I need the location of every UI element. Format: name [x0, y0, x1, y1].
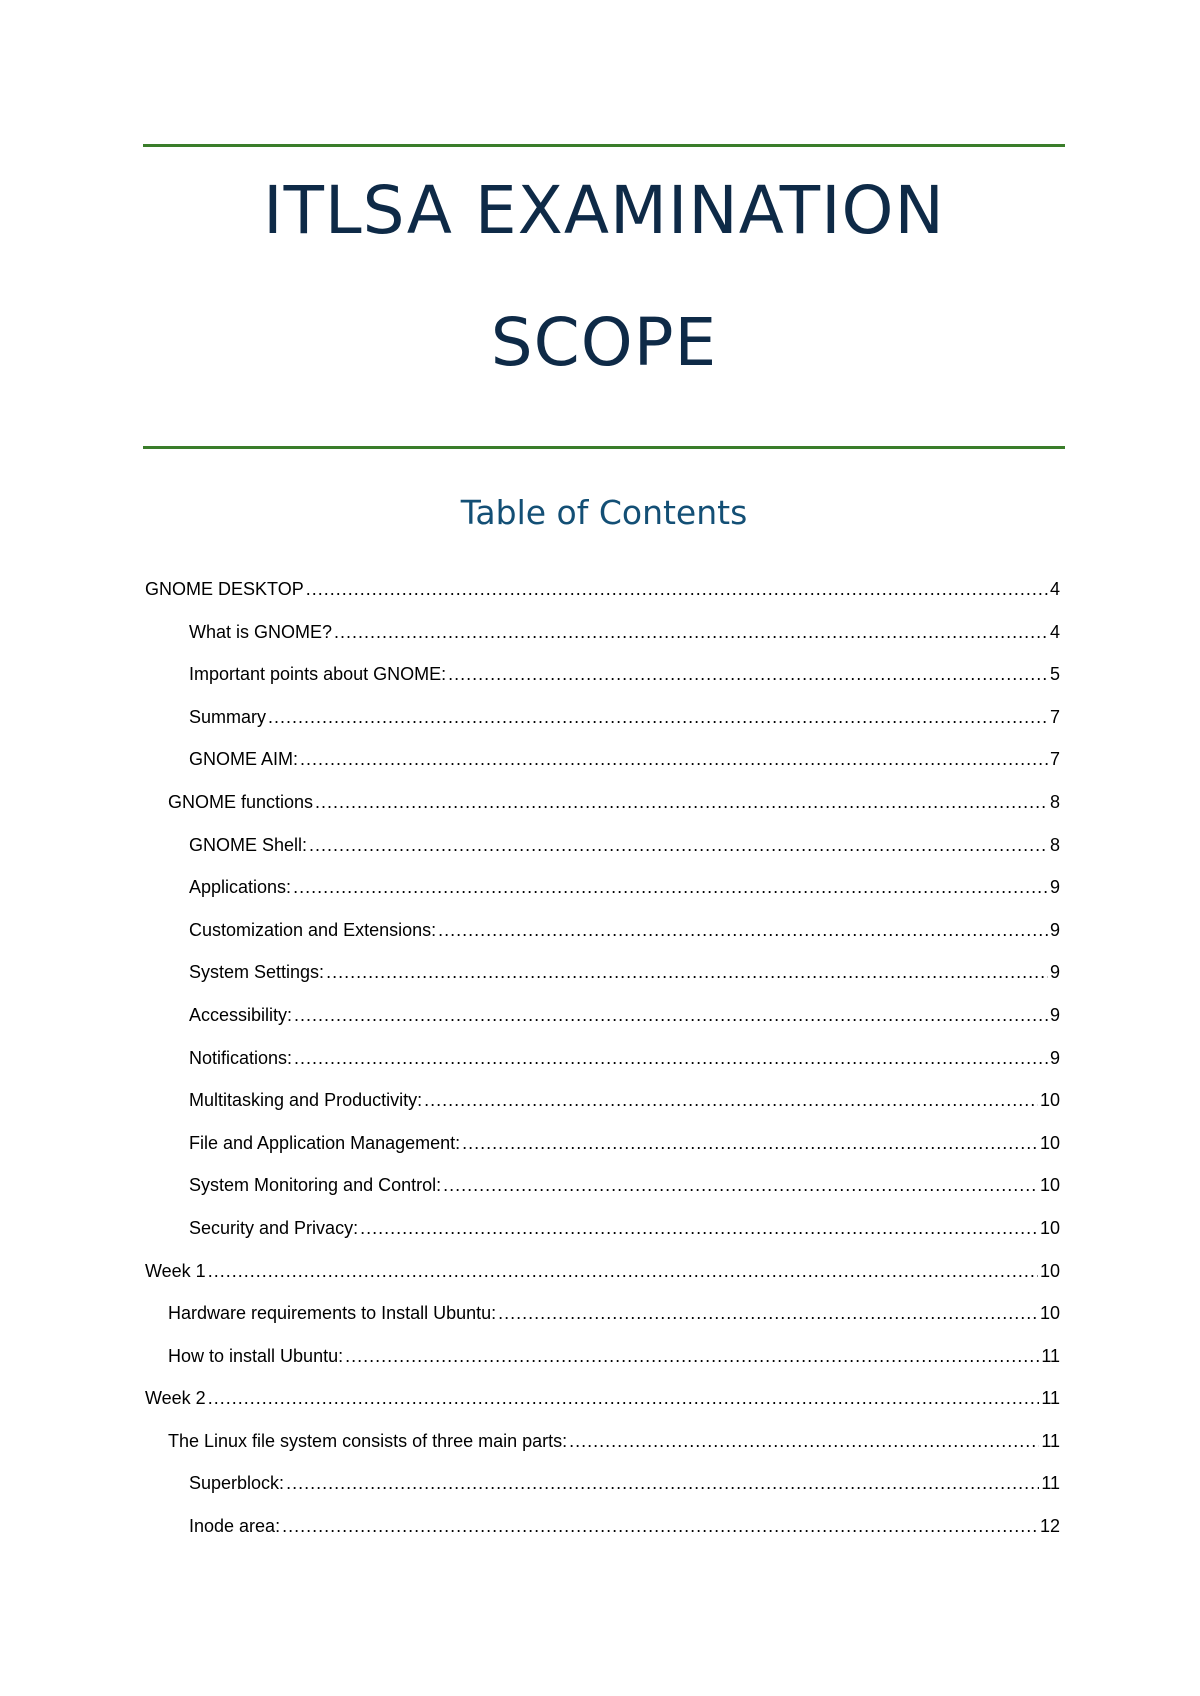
toc-dot-leader [294, 1037, 1048, 1080]
toc-entry[interactable] [145, 1164, 1060, 1207]
toc-entry-title: Week 2 [145, 1388, 206, 1409]
toc-entry[interactable] [145, 696, 1060, 739]
toc-dot-leader [309, 824, 1048, 867]
toc-dot-leader [360, 1207, 1038, 1250]
toc-dot-leader [293, 866, 1048, 909]
toc-entry-title: Accessibility: [189, 1004, 293, 1025]
toc-dot-leader [326, 951, 1048, 994]
toc-entry-page-number: 5 [1049, 664, 1060, 685]
toc-entry[interactable] [145, 1250, 1060, 1293]
toc-entry[interactable] [145, 738, 1060, 781]
toc-dot-leader [306, 568, 1048, 611]
toc-heading: Table of Contents [460, 493, 748, 532]
title-top-rule [143, 144, 1065, 147]
toc-dot-leader [569, 1420, 1039, 1463]
toc-entry[interactable] [145, 994, 1060, 1037]
toc-entry-page-number: 11 [1041, 1473, 1060, 1494]
toc-entry-title: Multitasking and Productivity: [189, 1090, 423, 1111]
toc-entry[interactable] [145, 1079, 1060, 1122]
toc-entry-page-number: 8 [1049, 834, 1060, 855]
toc-entry-title: Hardware requirements to Install Ubuntu: [168, 1303, 497, 1324]
toc-dot-leader [286, 1462, 1039, 1505]
toc-entry-title: Applications: [189, 877, 292, 898]
toc-dot-leader [300, 738, 1048, 781]
toc-dot-leader [448, 653, 1048, 696]
toc-entry-title: System Monitoring and Control: [189, 1175, 442, 1196]
toc-entry-title: Inode area: [189, 1516, 281, 1537]
toc-entry[interactable] [145, 824, 1060, 867]
toc-entry-page-number: 11 [1041, 1430, 1060, 1451]
toc-entry-page-number: 4 [1049, 621, 1060, 642]
toc-entry-page-number: 10 [1039, 1303, 1060, 1324]
toc-dot-leader [294, 994, 1048, 1037]
document-title-line-1: ITLSA EXAMINATION [263, 172, 945, 249]
toc-entry-title: Important points about GNOME: [189, 664, 447, 685]
toc-entry-title: GNOME AIM: [189, 749, 299, 770]
toc-entry[interactable] [145, 1420, 1060, 1463]
toc-entry-title: Week 1 [145, 1260, 206, 1281]
toc-entry[interactable] [145, 653, 1060, 696]
toc-entry-page-number: 11 [1041, 1388, 1060, 1409]
toc-entry-page-number: 9 [1049, 1004, 1060, 1025]
toc-dot-leader [315, 781, 1048, 824]
toc-entry-title: Customization and Extensions: [189, 919, 437, 940]
toc-entry-page-number: 7 [1049, 706, 1060, 727]
toc-entry[interactable] [145, 1037, 1060, 1080]
toc-dot-leader [438, 909, 1048, 952]
toc-entry-page-number: 9 [1049, 919, 1060, 940]
toc-dot-leader [334, 611, 1048, 654]
toc-entry[interactable] [145, 568, 1060, 611]
toc-entry-page-number: 7 [1049, 749, 1060, 770]
toc-dot-leader [268, 696, 1048, 739]
toc-entry-page-number: 4 [1049, 579, 1060, 599]
toc-entry-title: System Settings: [189, 962, 325, 983]
toc-entry[interactable] [145, 611, 1060, 654]
toc-entry-page-number: 10 [1039, 1090, 1060, 1111]
toc-dot-leader [443, 1164, 1038, 1207]
toc-entry-page-number: 10 [1039, 1217, 1060, 1238]
toc-entry-page-number: 11 [1041, 1345, 1060, 1366]
toc-entry-page-number: 12 [1039, 1516, 1060, 1537]
toc-entry[interactable] [145, 866, 1060, 909]
toc-dot-leader [462, 1122, 1038, 1165]
toc-entry[interactable] [145, 1505, 1060, 1548]
toc-entry-page-number: 9 [1049, 877, 1060, 898]
toc-entry[interactable] [145, 1377, 1060, 1420]
toc-entry-title: GNOME DESKTOP [145, 579, 304, 599]
toc-entry-page-number: 9 [1049, 1047, 1060, 1068]
title-bottom-rule [143, 446, 1065, 449]
toc-entry-title: Summary [189, 706, 267, 727]
toc-entry[interactable] [145, 781, 1060, 824]
document-title-line-2: SCOPE [490, 304, 718, 381]
toc-dot-leader [282, 1505, 1038, 1548]
toc-entry-title: GNOME Shell: [189, 834, 308, 855]
toc-entry-title: Superblock: [189, 1473, 285, 1494]
toc-entry-title: GNOME functions [168, 791, 314, 812]
toc-entry-title: The Linux file system consists of three main parts: [168, 1430, 568, 1451]
toc-dot-leader [208, 1377, 1040, 1420]
toc-dot-leader [208, 1250, 1038, 1293]
toc-entry-title: File and Application Management: [189, 1132, 461, 1153]
toc-entry[interactable] [145, 909, 1060, 952]
toc-entry-title: Security and Privacy: [189, 1217, 359, 1238]
toc-entry-page-number: 10 [1039, 1260, 1060, 1281]
toc-entry[interactable] [145, 1207, 1060, 1250]
toc-dot-leader [498, 1292, 1038, 1335]
toc-entry-title: What is GNOME? [189, 621, 333, 642]
toc-entry-page-number: 8 [1049, 791, 1060, 812]
toc-entry[interactable] [145, 951, 1060, 994]
toc-entry[interactable] [145, 1292, 1060, 1335]
toc-entry-title: How to install Ubuntu: [168, 1345, 344, 1366]
toc-entry-page-number: 9 [1049, 962, 1060, 983]
toc-entry[interactable] [145, 1122, 1060, 1165]
toc-entry-page-number: 10 [1039, 1175, 1060, 1196]
toc-entry[interactable] [145, 1335, 1060, 1378]
table-of-contents [145, 568, 1060, 1548]
toc-entry-title: Notifications: [189, 1047, 293, 1068]
toc-dot-leader [345, 1335, 1039, 1378]
toc-entry-page-number: 10 [1039, 1132, 1060, 1153]
toc-dot-leader [424, 1079, 1038, 1122]
toc-entry[interactable] [145, 1462, 1060, 1505]
